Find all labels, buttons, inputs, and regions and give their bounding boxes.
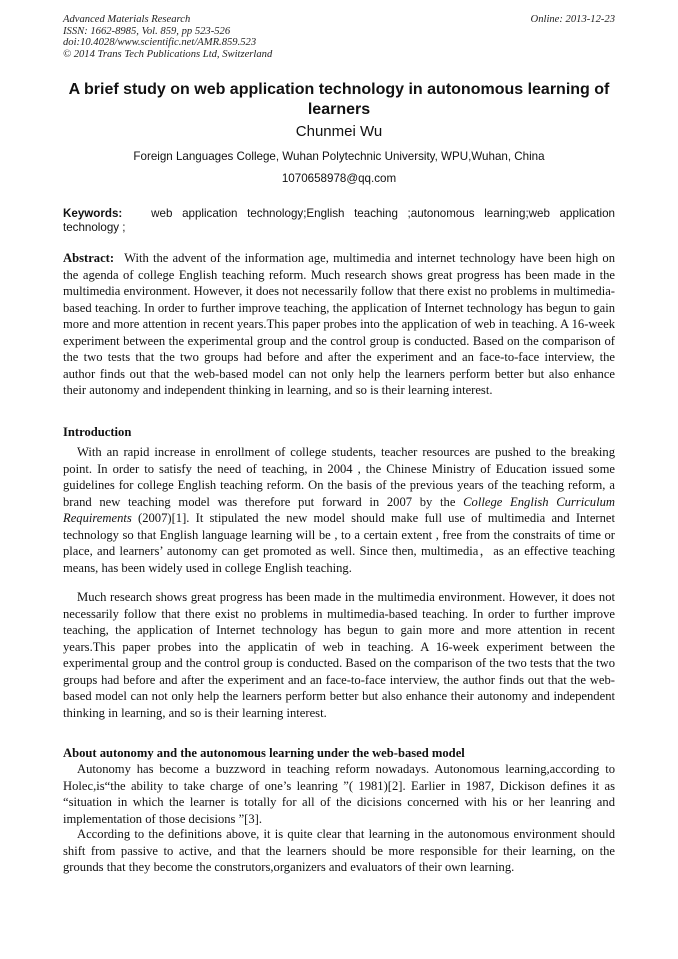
- online-date: Online: 2013-12-23: [530, 14, 615, 25]
- author-name: Chunmei Wu: [295, 123, 383, 140]
- journal-header: [63, 14, 615, 60]
- author-affiliation: Foreign Languages College, Wuhan Polytechnic University, WPU,Wuhan, China: [133, 150, 545, 163]
- journal-copyright: © 2014 Trans Tech Publications Ltd, Switzerland: [63, 48, 273, 60]
- keywords-label: Keywords:: [63, 207, 123, 220]
- abstract-label: Abstract:: [63, 251, 115, 265]
- intro-p1-text: With an rapid increase in enrollment of college students, teacher resources are pushed to the breaking point. In order to satisfy the need of teaching, in 2004 , the Chinese Ministry of Education issued some guidelines for college English teaching reform. On the basis of the previous years of the teaching reform, a brand new teaching model was therefore put forward in 2007 by the: [63, 445, 615, 509]
- abstract-text: With the advent of the information age, multimedia and internet technology have been high on the agenda of college English teaching reform. Much research shows great progress has been made in the multimedia environment. However, it does not necessarily follow that there exist no problems in multimedia-based teaching. In order to further improve teaching, the application of Internet technology has begun to gain more and more attention in recent years.This paper probes into the application of web in teaching. A 16-week experiment between the experimental group and the control group is conducted. Based on the comparison of the two tests that the two groups had before and after the experiment and an face-to-face interview, the author finds out that the web-based model can not only help the learners perform better but also enhance their autonomy and independent thinking in learning, and so is their learning interest.: [63, 251, 615, 397]
- introduction-heading: Introduction: [63, 425, 132, 439]
- journal-issn: ISSN: 1662-8985, Vol. 859, pp 523-526: [63, 25, 231, 37]
- abstract: [63, 250, 615, 399]
- keywords-text: web application technology;English teaching ;autonomous learning;web application technology ;: [63, 207, 615, 234]
- author-email: 1070658978@qq.com: [281, 172, 397, 185]
- journal-doi: doi:10.4028/www.scientific.net/AMR.859.523: [63, 37, 257, 49]
- journal-name: Advanced Materials Research: [63, 14, 191, 25]
- autonomy-paragraph-2: According to the definitions above, it is quite clear that learning in the autonomous environment should shift from passive to active, and that the learners should be more responsible for their learning, on the grounds that they become the construtors,organizers and evaluators of their own learning.: [63, 827, 615, 874]
- introduction-paragraph-1: [63, 444, 615, 576]
- autonomy-heading: About autonomy and the autonomous learning under the web-based model: [63, 746, 465, 760]
- keywords: [63, 207, 615, 235]
- introduction-paragraph-2: Much research shows great progress has been made in the multimedia environment. However, it does not necessarily follow that there exist no problems in multimedia-based teaching. In order to further improve teaching, the application of Internet technology has begun to gain more and more attention in recent years.This paper probes into the applicatin of web in teaching. A 16-week experiment between the experimental group and the control group is conducted. Based on the comparison of the two tests that the two groups had before and after the experiment and an face-to-face interview, the author finds out that the web-based model can not only help the learners perform better but also enhance their autonomy and independent thinking in learning, and so is their learning interest.: [63, 590, 615, 720]
- autonomy-paragraph-1: Autonomy has become a buzzword in teaching reform nowadays. Autonomous learning,according to Holec,is“the ability to take charge of one’s leanring ”( 1981)[2]. Earlier in 1987, Dickison defines it as “situation in which the learner is totally for all of the dicisions concerned with his or her leanring and implementation of those decisions ”[3].: [63, 762, 615, 826]
- paper-title: A brief study on web application technology in autonomous learning of learners: [68, 81, 610, 118]
- intro-p1-citation-title: College English Curriculum Requirements: [63, 494, 615, 525]
- intro-p1-text-continued: (2007)[1]. It stipulated the new model should make full use of multimedia and Internet technology so that English language learning will be , to a certain extent , free from the constraits of time or place, and learners’ autonomy can get promoted as well. Since then, multimedia，as an effective teaching means, has been widely used in college English teaching.: [63, 511, 615, 575]
